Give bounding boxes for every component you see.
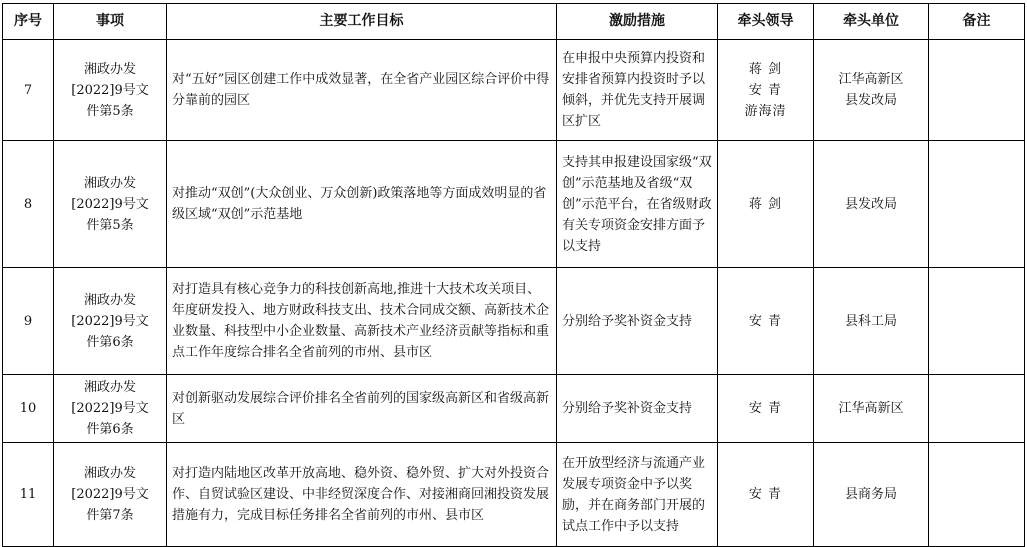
row-unit: 县商务局 — [814, 443, 929, 547]
header-leader: 牵头领导 — [718, 4, 814, 40]
row-unit: 江华高新区 县发改局 — [814, 40, 929, 141]
table-row — [3, 141, 1025, 268]
row-seq: 10 — [3, 375, 54, 443]
row-seq: 9 — [3, 268, 54, 375]
header-note: 备注 — [929, 4, 1025, 40]
row-item: 湘政办发 [2022]9号文 件第5条 — [54, 141, 167, 268]
row-item: 湘政办发 [2022]9号文 件第6条 — [54, 375, 167, 443]
row-note — [929, 141, 1025, 268]
row-unit: 县科工局 — [814, 268, 929, 375]
row-note — [929, 375, 1025, 443]
row-seq: 11 — [3, 443, 54, 547]
table-row — [3, 443, 1025, 547]
row-leader: 蒋 剑 安 青 游海清 — [718, 40, 814, 141]
row-item: 湘政办发 [2022]9号文 件第7条 — [54, 443, 167, 547]
row-seq: 7 — [3, 40, 54, 141]
header-row — [3, 4, 1025, 40]
row-seq: 8 — [3, 141, 54, 268]
table-row — [3, 40, 1025, 141]
row-unit: 县发改局 — [814, 141, 929, 268]
header-item: 事项 — [54, 4, 167, 40]
header-unit: 牵头单位 — [814, 4, 929, 40]
row-unit: 江华高新区 — [814, 375, 929, 443]
row-note — [929, 40, 1025, 141]
table-row — [3, 375, 1025, 443]
header-seq: 序号 — [3, 4, 54, 40]
header-measure: 激励措施 — [557, 4, 718, 40]
row-note — [929, 443, 1025, 547]
incentive-table — [2, 3, 1025, 547]
row-goal: 对推动“双创”(大众创业、万众创新)政策落地等方面成效明显的省级区域“双创”示范基地 — [167, 141, 557, 268]
row-goal: 对“五好”园区创建工作中成效显著，在全省产业园区综合评价中得分靠前的园区 — [167, 40, 557, 141]
row-leader: 蒋 剑 — [718, 141, 814, 268]
row-note — [929, 268, 1025, 375]
row-goal: 对打造具有核心竞争力的科技创新高地,推进十大技术攻关项目、年度研发投入、地方财政科技支出、技术合同成交额、高新技术企业数量、科技型中小企业数量、高新技术产业经济贡献等指标和重点工作年度综合排名全省前列的市州、县市区 — [167, 268, 557, 375]
row-leader: 安 青 — [718, 268, 814, 375]
row-item: 湘政办发 [2022]9号文 件第5条 — [54, 40, 167, 141]
row-item: 湘政办发 [2022]9号文 件第6条 — [54, 268, 167, 375]
row-measure: 在开放型经济与流通产业发展专项资金中予以奖励，并在商务部门开展的试点工作中予以支持 — [557, 443, 718, 547]
row-measure: 在申报中央预算内投资和安排省预算内投资时予以倾斜，并优先支持开展调区扩区 — [557, 40, 718, 141]
row-leader: 安 青 — [718, 443, 814, 547]
row-goal: 对创新驱动发展综合评价排名全省前列的国家级高新区和省级高新区 — [167, 375, 557, 443]
row-measure: 分别给予奖补资金支持 — [557, 375, 718, 443]
row-measure: 支持其申报建设国家级“双创”示范基地及省级“双创”示范平台，在省级财政有关专项资金安排方面予以支持 — [557, 141, 718, 268]
row-goal: 对打造内陆地区改革开放高地、稳外资、稳外贸、扩大对外投资合作、自贸试验区建设、中非经贸深度合作、对接湘商回湘投资发展措施有力，完成目标任务排名全省前列的市州、县市区 — [167, 443, 557, 547]
header-goal: 主要工作目标 — [167, 4, 557, 40]
table-row — [3, 268, 1025, 375]
row-measure: 分别给予奖补资金支持 — [557, 268, 718, 375]
row-leader: 安 青 — [718, 375, 814, 443]
